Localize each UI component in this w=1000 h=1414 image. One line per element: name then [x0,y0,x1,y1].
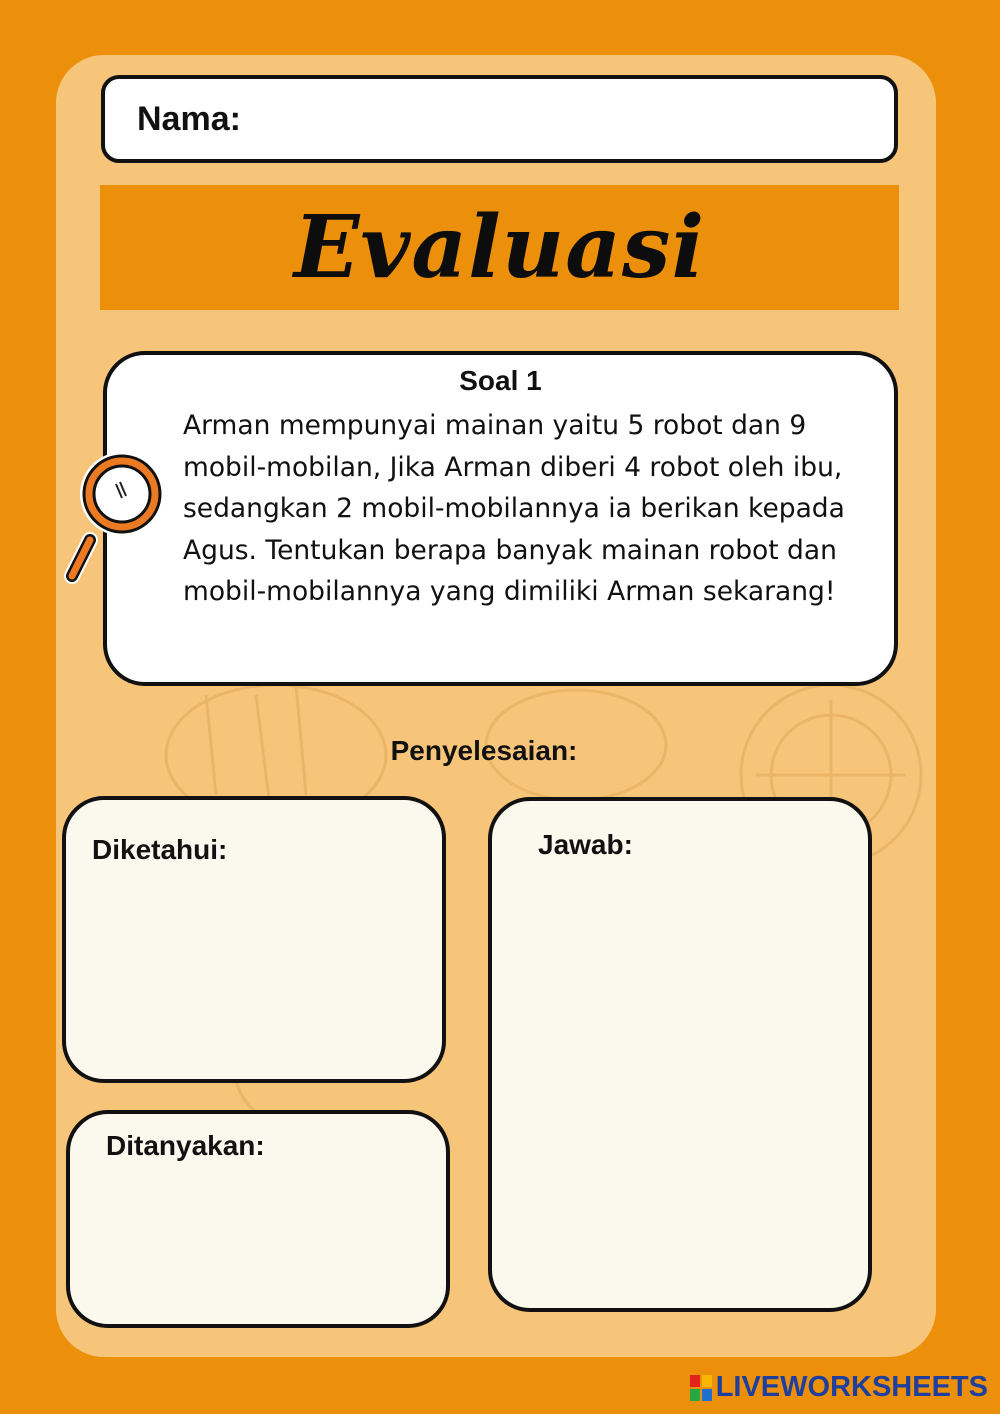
asked-label: Ditanyakan: [106,1130,265,1161]
liveworksheets-logo [690,1371,988,1404]
answer-label: Jawab: [538,829,633,860]
question-text: Arman mempunyai mainan yaitu 5 robot dan 9 mobil-mobilan, Jika Arman diberi 4 robot oleh ibu, sedangkan 2 mobil-mobilannya ia berikan kepada Agus. Tentukan berapa banyak mainan robot dan mobil-mobilannya yang dimiliki Arman sekarang! [183,410,845,607]
known-answer-box[interactable] [62,796,446,1083]
final-answer-box[interactable] [488,797,872,1312]
liveworksheets-logo-icon [690,1375,712,1401]
name-field[interactable] [101,75,898,163]
magnifying-glass-icon [60,452,172,592]
name-label: Nama: [137,99,241,138]
page-title: Evaluasi [293,197,706,298]
logo-text: LIVEWORKSHEETS [715,1371,988,1403]
known-label: Diketahui: [92,834,228,865]
question-title: Soal 1 [459,365,542,396]
question-card [103,351,898,686]
solution-heading: Penyelesaian: [390,735,578,766]
title-banner [100,185,899,310]
asked-answer-box[interactable] [66,1110,450,1328]
